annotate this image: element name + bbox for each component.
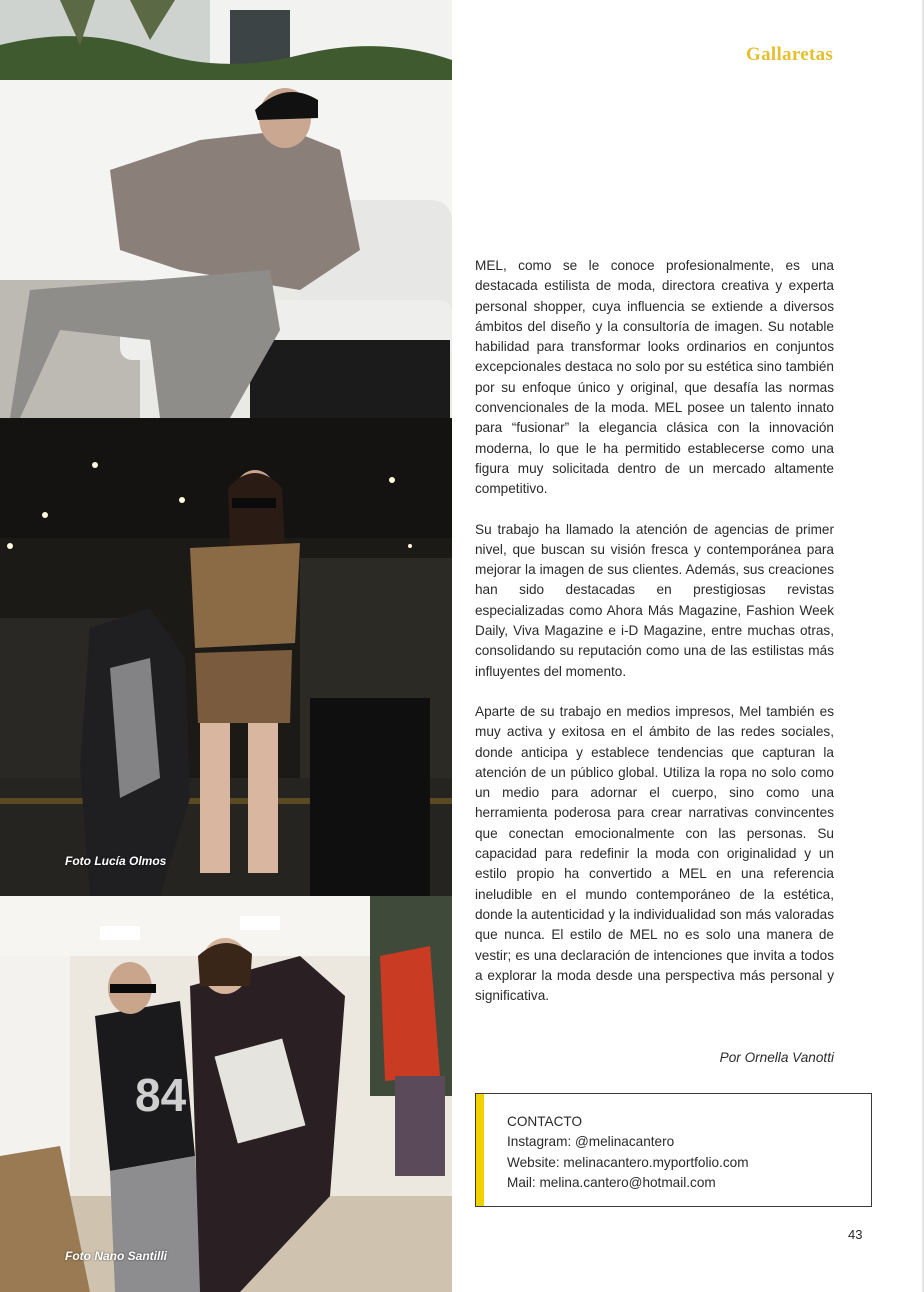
section-title: Gallaretas [746, 44, 834, 65]
article-paragraph: MEL, como se le conoce profesionalmente, es una destacada estilista de moda, directora creativa y experta personal shopper, cuya influencia se extiende a diversos ámbitos del diseño y la consultoría de imagen. Su notable habilidad para transformar looks ordinarios en conjuntos excepcionales destaca no solo por su estética sino también por su enfoque único y original, que desafía las normas convencionales de la moda. MEL posee un talento innato para “fusionar” la elegancia clásica con la innovación moderna, lo que le ha permitido establecerse como una figura muy solicitada dentro de un mercado altamente competitivo. [475, 258, 834, 497]
contact-lines [507, 1112, 749, 1193]
contact-heading: CONTACTO [507, 1114, 583, 1129]
contact-website: Website: melinacantero.myportfolio.com [507, 1154, 749, 1170]
article-body [475, 256, 834, 1026]
contact-accent-bar [476, 1094, 484, 1206]
contact-instagram: Instagram: @melinacantero [507, 1134, 675, 1150]
contact-mail: Mail: melina.cantero@hotmail.com [507, 1174, 716, 1190]
svg-text:84: 84 [135, 1069, 187, 1121]
article-byline: Por Ornella Vanotti [719, 1050, 834, 1065]
contact-box [475, 1093, 872, 1207]
article-paragraph: Su trabajo ha llamado la atención de agencias de primer nivel, que buscan su visión fresca y contemporánea para mejorar la imagen de sus clientes. Además, sus creaciones han sido destacadas en prestigiosas revistas especializadas como Ahora Más Magazine, Fashion Week Daily, Viva Magazine e i-D Magazine, entre muchas otras, consolidando su reputación como una de las estilistas más influyentes del momento. [475, 521, 834, 679]
page-number: 43 [848, 1227, 863, 1242]
article-paragraph: Aparte de su trabajo en medios impresos, Mel también es muy activa y exitosa en el ámbito de las redes sociales, donde anticipa y establece tendencias que capturan la atención de un público global. Utiliza la ropa no solo como un medio para adornar el cuerpo, sino como una herramienta poderosa para crear narrativas convincentes que conectan emocionalmente con las personas. Su capacidad para redefinir la moda con originalidad y un estilo propio ha convertido a MEL en una referencia ineludible en el mundo contemporáneo de la estética, donde la autenticidad y la individualidad son más valoradas que nunca. El estilo de MEL no es solo una manera de vestir; es una declaración de intenciones que invita a todos a explorar la moda desde una perspectiva más personal y significativa. [475, 703, 834, 1004]
photo-seated-woman [0, 0, 452, 418]
photo-credit-santilli: Foto Nano Santilli [65, 1249, 167, 1263]
photo-showroom-duo [0, 896, 452, 1292]
photo-credit-olmos: Foto Lucía Olmos [65, 854, 167, 868]
photo-leopard-model [0, 418, 452, 896]
